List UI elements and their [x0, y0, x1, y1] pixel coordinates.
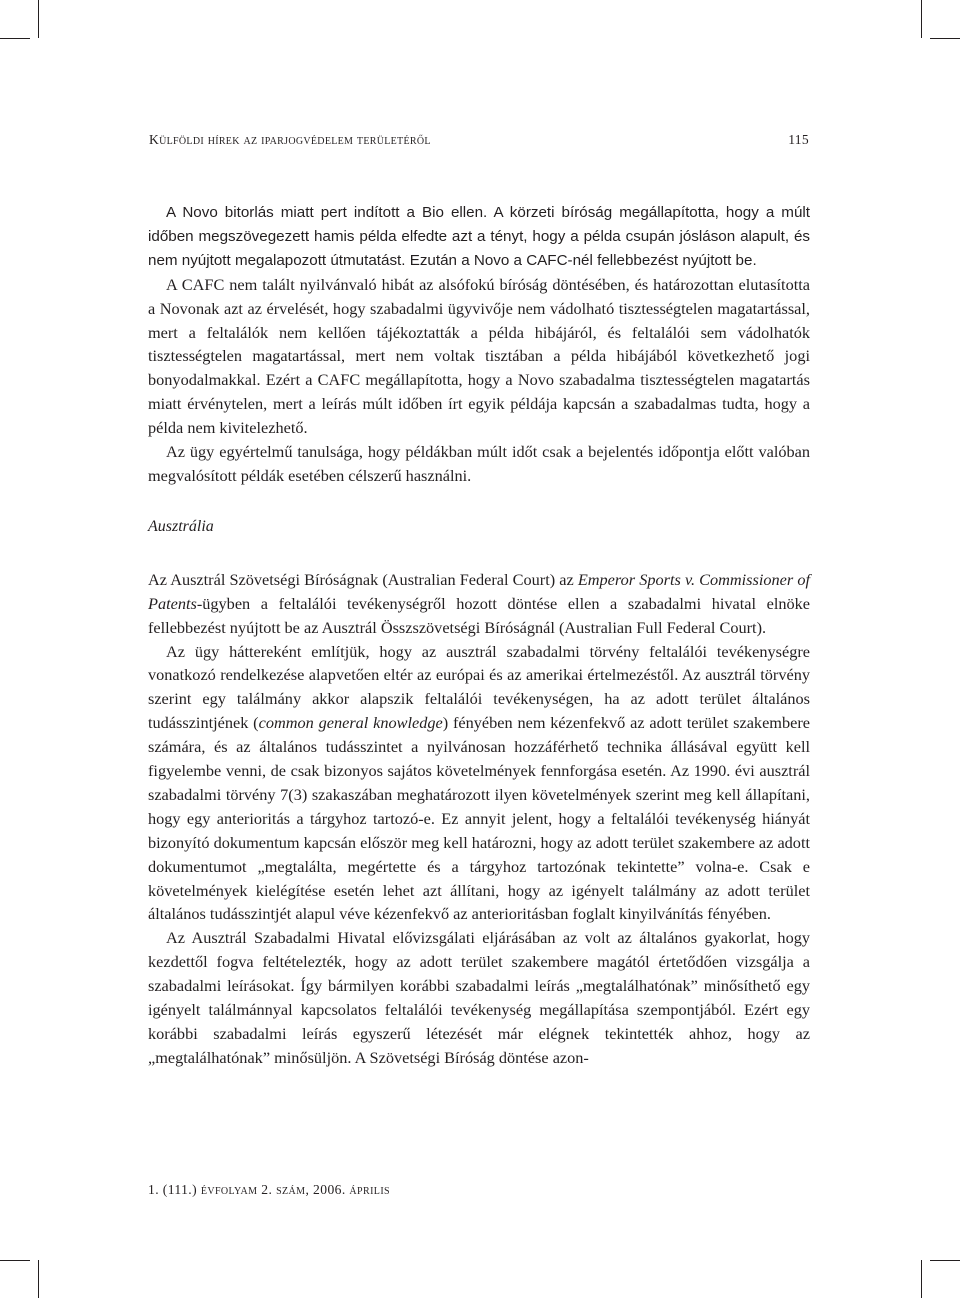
- paragraph-5-text-before: Az ügy háttereként említjük, hogy az ausztrál szabadalmi törvény feltalálói tevékenységre vonatkozó rendelkezése alapvetően eltér az európai és az amerikai értelmezéstől. Az ausztrál törvény szerint egy találmány akkor alapszik feltalálói tevékenységen, ha az adott terület általános tudásszintjének (: [148, 641, 810, 733]
- paragraph-2: A CAFC nem talált nyilvánvaló hibát az alsófokú bíróság döntésében, és határozottan elutasította a Novonak azt az érvelését, hogy szabadalmi ügyvivője nem vádolható tisztességtelen magatartással, mert a feltalálók nem kellően tájékoztatták a példa hibájáról, és feltalálói sem vádolhatók tisztességtelen magatartással, mert nem voltak tisztában a példa hibájából következhető jogi bonyodalmakkal. Ezért a CAFC megállapította, hogy a Novo szabadalma tisztességtelen magatartás miatt érvénytelen, mert a leírás múlt időben írt egyik példája kapcsán a szabadalmas tudta, hogy a példa nem kivitelezhető.: [148, 274, 810, 438]
- crop-mark-bottom-right: [921, 1260, 922, 1298]
- case-name: Emperor Sports v. Commissioner of Patents: [148, 569, 810, 613]
- crop-mark-top-left-h: [0, 38, 30, 39]
- paragraph-4: [148, 568, 810, 640]
- running-head: [149, 132, 809, 148]
- crop-mark-bottom-left: [38, 1260, 39, 1298]
- paragraph-5-text-after: ) fényében nem kézenfekvő az adott terület szakembere számára, és az általános tudásszintet a nyilvánosan hozzáférhető technika állásával együtt kell figyelembe venni, de csak bizonyos sajátos követelmények fennforgása esetén. Az 1990. évi ausztrál szabadalmi törvény 7(3) szakaszában meghatározott ilyen követelmények szerint meg kell állapítani, hogy egy anterioritás a tárgyhoz tartozó-e. Ez annyit jelent, hogy a feltalálói tevékenység hiányát bizonyító dokumentum kapcsán először meg kell határozni, hogy az adott terület szakembere az adott dokumentumot „megtalálta, megértette és a tárgyhoz tartozónak tekintette” volna-e. Csak e követelmények kielégítése esetén lehet azt állítani, hogy az igényelt találmány az adott terület általános tudásszintjét alapul véve kézenfekvő az anterioritásban foglalt kinyilvánítás fényében.: [148, 713, 810, 924]
- section-heading: Ausztrália: [148, 517, 214, 535]
- article-body: [148, 201, 810, 1070]
- crop-mark-top-right: [921, 0, 922, 38]
- running-title: Külföldi hírek az iparjogvédelem területéről: [149, 132, 431, 147]
- paragraph-6: Az Ausztrál Szabadalmi Hivatal elővizsgálati eljárásában az volt az általános gyakorlat, hogy kezdettől fogva feltételezték, hogy az adott terület szakembere magától értetődően vizsgálja a szabadalmi leírásokat. Így bármilyen korábbi szabadalmi leírás „megtalálhatónak” minősíthető egy igényelt találmánnyal kapcsolatos feltalálói tevékenység megállapítása szempontjából. Ezért egy korábbi szabadalmi leírás egyszerű létezését már elégnek tekintették ahhoz, hogy az „megtalálhatónak” minősüljön. A Szövetségi Bíróság döntése azon-: [148, 928, 810, 1067]
- crop-mark-top-right-h: [930, 38, 960, 39]
- page-number: 115: [788, 132, 809, 147]
- paragraph-3: Az ügy egyértelmű tanulsága, hogy példákban múlt időt csak a bejelentés időpontja előtt valóban megvalósított példák esetében célszerű használni.: [148, 442, 810, 485]
- paragraph-5: [148, 640, 810, 927]
- paragraph-4-text-before: Az Ausztrál Szövetségi Bíróságnak (Australian Federal Court) az: [148, 569, 578, 589]
- legal-term: common general knowledge: [258, 713, 443, 733]
- crop-mark-bottom-left-h: [0, 1260, 30, 1261]
- paragraph-1: A Novo bitorlás miatt pert indított a Bio ellen. A körzeti bíróság megállapította, hogy a múlt időben megszövegezett hamis példa elfedte azt a tényt, hogy a példa csupán jósláson alapult, és nem nyújtott megalapozott útmutatást. Ezután a Novo a CAFC-nél fellebbezést nyújtott be.: [148, 204, 810, 269]
- crop-mark-top-left: [38, 0, 39, 38]
- footer-issue: 1. (111.) évfolyam 2. szám, 2006. április: [148, 1182, 391, 1197]
- paragraph-4-text-after: -ügyben a feltalálói tevékenységről hozott döntése ellen a szabadalmi hivatal elnöke fellebbezést nyújtott be az Ausztrál Összszövetségi Bíróságnál (Australian Full Federal Court).: [148, 593, 810, 637]
- crop-mark-bottom-right-h: [930, 1260, 960, 1261]
